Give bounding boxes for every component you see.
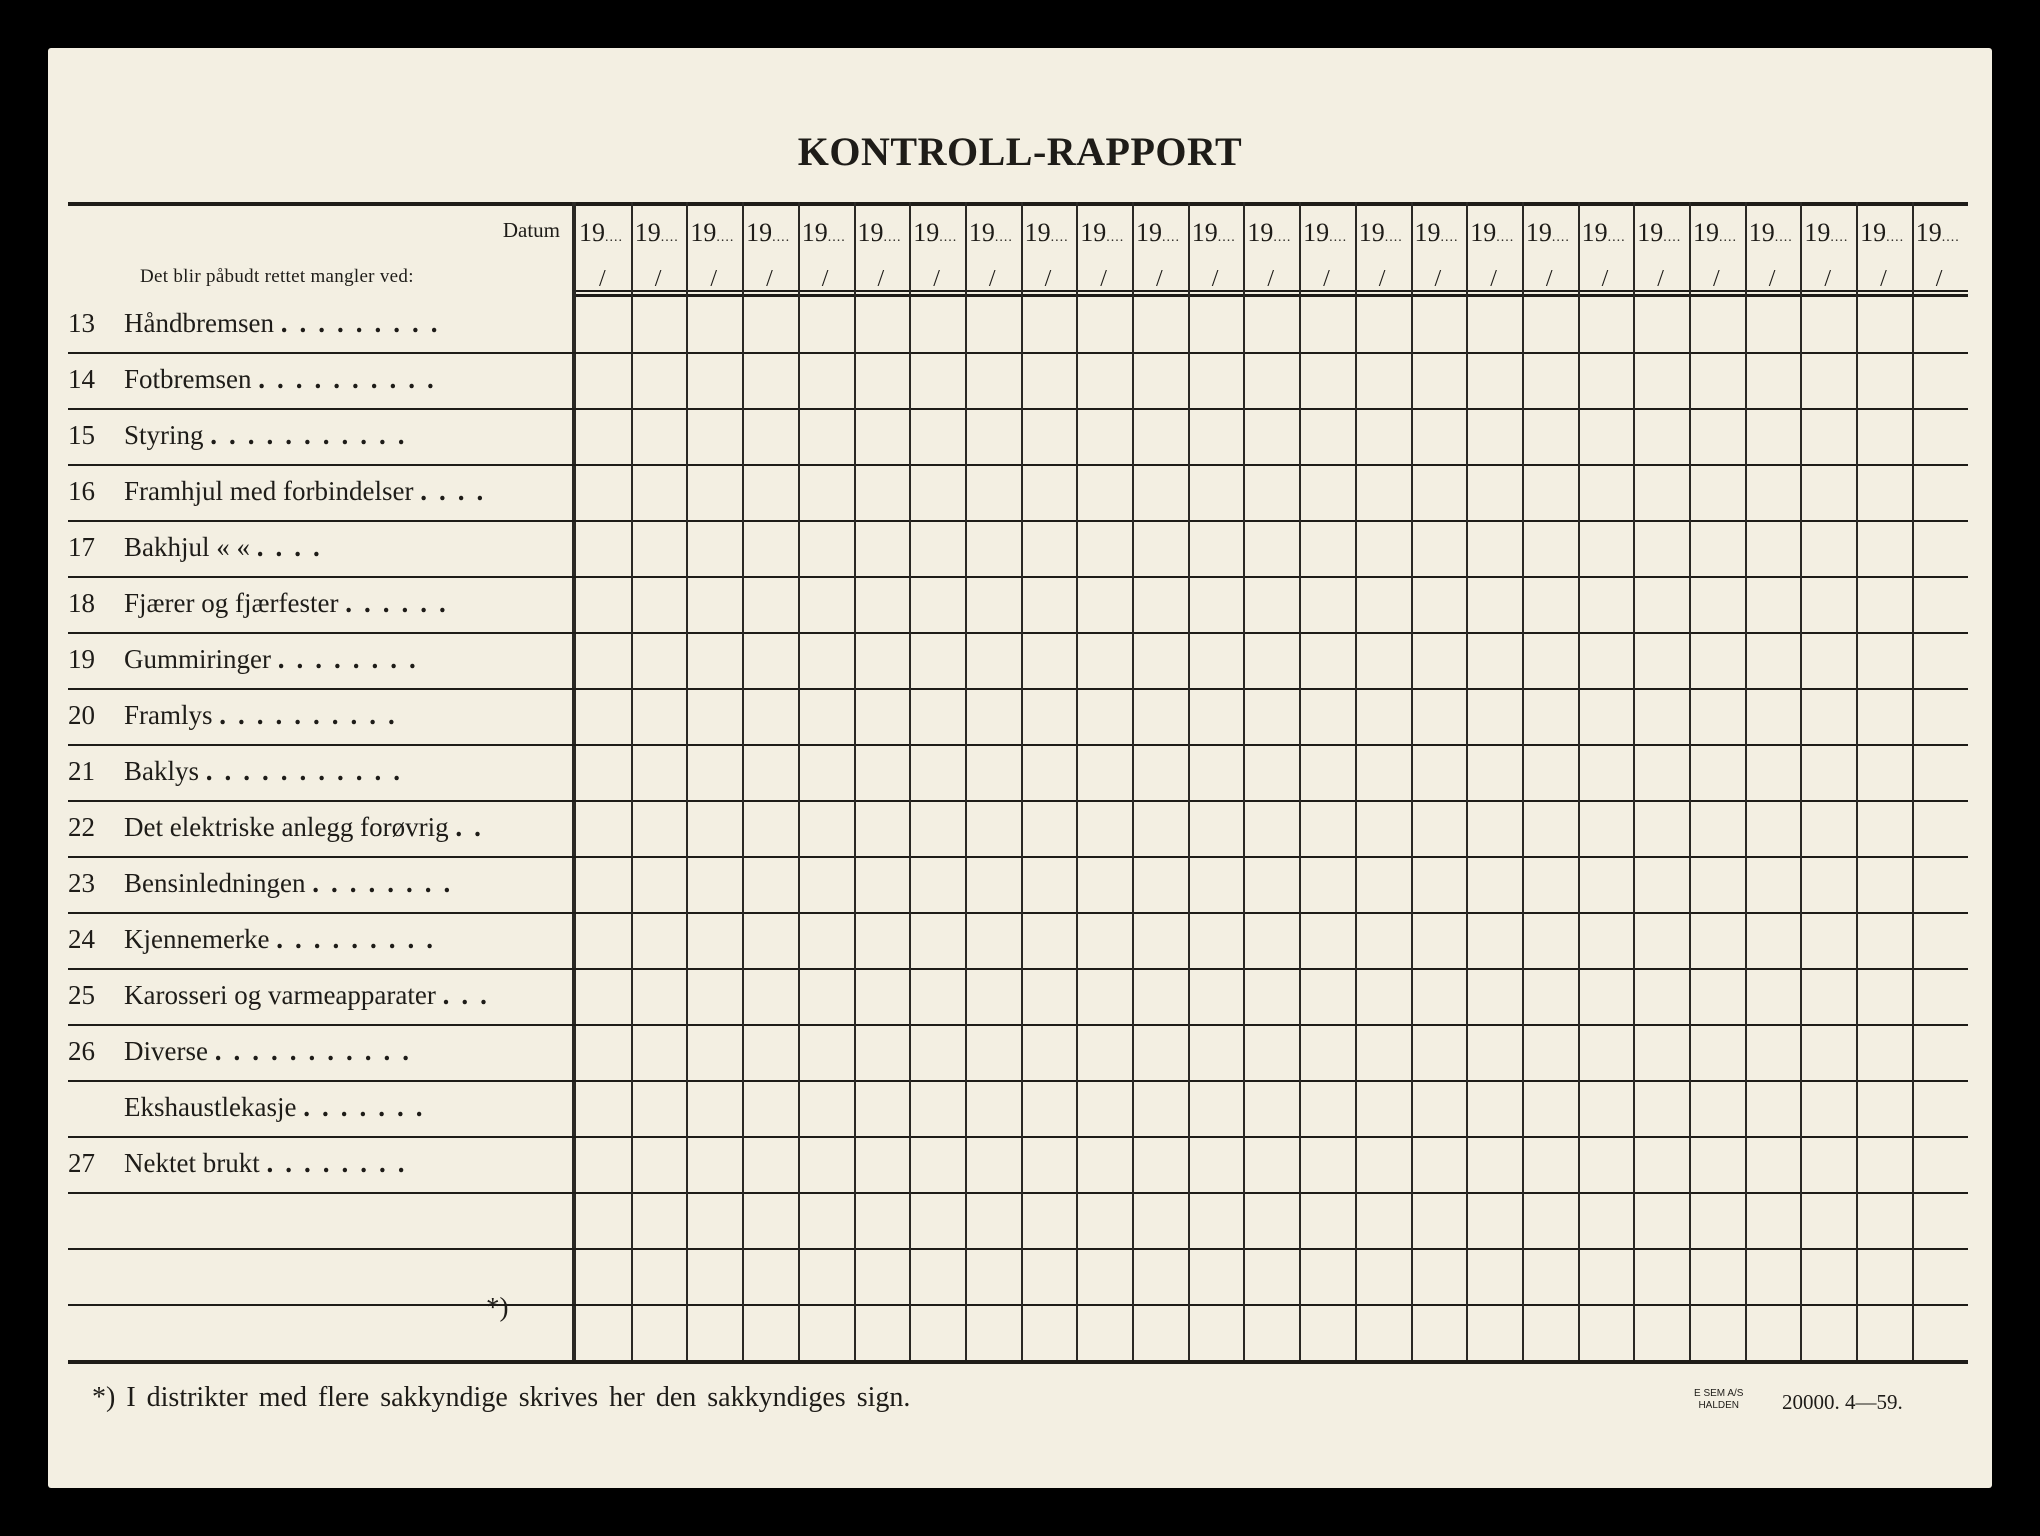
year-prefix: 19 xyxy=(579,218,605,247)
date-day-month-separator: / xyxy=(821,266,829,292)
signature-row-marker: *) xyxy=(486,1292,509,1322)
column-divider xyxy=(1856,202,1858,1360)
row-divider xyxy=(68,856,1968,858)
dot-leader: ........... xyxy=(210,420,417,450)
year-blank: .... xyxy=(1663,230,1682,245)
item-number: 15 xyxy=(68,420,95,450)
date-year-field[interactable] xyxy=(1025,218,1069,248)
column-divider xyxy=(1355,202,1357,1360)
year-blank: .... xyxy=(1551,230,1570,245)
item-label xyxy=(124,364,564,395)
date-day-month-separator: / xyxy=(1044,266,1052,292)
printer-city: HALDEN xyxy=(1698,1400,1740,1411)
year-blank: .... xyxy=(716,230,735,245)
item-number: 25 xyxy=(68,980,95,1010)
year-blank: .... xyxy=(1607,230,1626,245)
printer-imprint xyxy=(1694,1388,1743,1412)
year-prefix: 19 xyxy=(968,218,995,247)
item-name: Ekshaustlekasje xyxy=(124,1092,304,1122)
dot-leader: ......... xyxy=(280,308,450,338)
item-name: Gummiringer xyxy=(124,644,278,674)
year-prefix: 19 xyxy=(634,218,661,247)
item-number: 19 xyxy=(68,644,95,674)
year-blank: .... xyxy=(1217,230,1236,245)
item-name: Framlys xyxy=(124,700,220,730)
date-day-month-separator: / xyxy=(877,266,885,292)
year-prefix: 19 xyxy=(801,218,828,247)
year-prefix: 19 xyxy=(913,218,940,247)
item-label xyxy=(124,1148,564,1179)
requirement-subheading: Det blir påbudt rettet mangler ved: xyxy=(140,266,414,287)
year-prefix: 19 xyxy=(690,218,717,247)
date-year-field[interactable] xyxy=(1192,218,1236,248)
item-label xyxy=(124,756,564,787)
year-blank: .... xyxy=(1273,230,1292,245)
label-column-divider xyxy=(572,202,576,1360)
column-divider xyxy=(909,202,911,1360)
date-year-field[interactable] xyxy=(1582,218,1626,248)
item-name: Bensinledningen xyxy=(124,868,313,898)
printer-name: E SEM A/S xyxy=(1694,1388,1744,1399)
date-year-field[interactable] xyxy=(1916,218,1960,248)
year-prefix: 19 xyxy=(1414,218,1441,247)
item-label xyxy=(124,1092,564,1123)
row-divider xyxy=(68,744,1968,746)
dot-leader: .... xyxy=(420,476,496,506)
item-number: 21 xyxy=(68,756,95,786)
row-divider xyxy=(68,912,1968,914)
date-day-month-separator: / xyxy=(1267,266,1275,292)
year-prefix: 19 xyxy=(1525,218,1552,247)
item-name: Det elektriske anlegg forøvrig xyxy=(124,812,456,842)
year-blank: .... xyxy=(1830,230,1849,245)
year-blank: .... xyxy=(1440,230,1459,245)
item-number: 17 xyxy=(68,532,95,562)
item-number: 20 xyxy=(68,700,95,730)
item-number: 13 xyxy=(68,308,95,338)
year-blank: .... xyxy=(1496,230,1515,245)
date-day-month-separator: / xyxy=(933,266,940,292)
date-year-field[interactable] xyxy=(746,218,790,248)
row-divider xyxy=(68,632,1968,634)
date-day-month-separator: / xyxy=(988,266,996,292)
year-blank: .... xyxy=(605,230,623,245)
year-blank: .... xyxy=(1050,230,1069,245)
date-year-field[interactable] xyxy=(858,218,902,248)
column-divider xyxy=(1299,202,1301,1360)
date-year-field[interactable] xyxy=(1804,218,1848,248)
column-divider xyxy=(1912,202,1914,1360)
row-divider xyxy=(68,1248,1968,1250)
column-divider xyxy=(1800,202,1802,1360)
date-year-field[interactable] xyxy=(802,218,846,248)
date-day-month-separator: / xyxy=(1211,266,1219,292)
dot-leader: ... xyxy=(442,980,499,1010)
date-year-field[interactable] xyxy=(1860,218,1904,248)
year-prefix: 19 xyxy=(1637,218,1664,247)
year-prefix: 19 xyxy=(1024,218,1051,247)
year-prefix: 19 xyxy=(1860,218,1887,247)
year-prefix: 19 xyxy=(1748,218,1775,247)
column-divider xyxy=(1021,202,1023,1360)
row-divider xyxy=(68,800,1968,802)
column-divider xyxy=(1076,202,1078,1360)
year-prefix: 19 xyxy=(857,218,884,247)
column-divider xyxy=(1188,202,1190,1360)
item-label xyxy=(124,924,564,955)
date-day-month-separator: / xyxy=(1768,266,1776,292)
date-day-month-separator: / xyxy=(1601,266,1609,292)
dot-leader: .. xyxy=(455,812,493,842)
date-day-month-separator: / xyxy=(1156,266,1163,292)
year-blank: .... xyxy=(660,230,679,245)
header-rule xyxy=(575,294,1968,297)
column-divider xyxy=(854,202,856,1360)
year-blank: .... xyxy=(1719,230,1737,245)
row-divider xyxy=(68,1080,1968,1082)
date-year-field[interactable] xyxy=(1415,218,1459,248)
year-prefix: 19 xyxy=(1247,218,1274,247)
item-name: Nektet brukt xyxy=(124,1148,267,1178)
year-prefix: 19 xyxy=(1136,218,1162,247)
year-blank: .... xyxy=(1941,230,1960,245)
row-divider xyxy=(68,408,1968,410)
year-blank: .... xyxy=(827,230,846,245)
item-label xyxy=(124,1036,564,1067)
item-label xyxy=(124,532,564,563)
item-number: 16 xyxy=(68,476,95,506)
dot-leader: ........ xyxy=(266,1148,417,1178)
year-blank: .... xyxy=(1774,230,1793,245)
year-blank: .... xyxy=(1106,230,1125,245)
dot-leader: ........... xyxy=(205,756,413,786)
date-day-month-separator: / xyxy=(1935,266,1943,292)
row-divider xyxy=(68,1136,1968,1138)
item-number: 14 xyxy=(68,364,95,394)
date-year-field[interactable] xyxy=(1247,218,1291,248)
year-blank: .... xyxy=(1162,230,1180,245)
year-blank: .... xyxy=(883,230,902,245)
item-number: 22 xyxy=(68,812,95,842)
column-divider xyxy=(1522,202,1524,1360)
row-divider xyxy=(68,1304,1968,1306)
date-day-month-separator: / xyxy=(654,266,662,292)
year-prefix: 19 xyxy=(1581,218,1608,247)
row-divider xyxy=(68,1024,1968,1026)
date-day-month-separator: / xyxy=(1880,266,1887,292)
date-year-field[interactable] xyxy=(1080,218,1124,248)
row-divider xyxy=(68,520,1968,522)
date-day-month-separator: / xyxy=(1490,266,1497,292)
item-number: 18 xyxy=(68,588,95,618)
year-prefix: 19 xyxy=(746,218,773,247)
item-name: Karosseri og varmeapparater xyxy=(124,980,443,1010)
column-divider xyxy=(742,202,744,1360)
year-blank: .... xyxy=(939,230,958,245)
column-divider xyxy=(1243,202,1245,1360)
item-label xyxy=(124,980,564,1011)
year-blank: .... xyxy=(772,230,791,245)
date-year-field[interactable] xyxy=(690,218,734,248)
dot-leader: .... xyxy=(256,532,332,562)
dot-leader: ......... xyxy=(276,924,445,954)
date-year-field[interactable] xyxy=(1637,218,1681,248)
date-year-field[interactable] xyxy=(1359,218,1403,248)
date-day-month-separator: / xyxy=(1657,266,1664,292)
year-prefix: 19 xyxy=(1915,218,1942,247)
column-divider xyxy=(1132,202,1134,1360)
date-year-field[interactable] xyxy=(1470,218,1514,248)
column-divider xyxy=(1578,202,1580,1360)
item-name: Baklys xyxy=(124,756,206,786)
column-divider xyxy=(1633,202,1635,1360)
date-day-month-separator: / xyxy=(1545,266,1553,292)
date-day-month-separator: / xyxy=(1434,266,1442,292)
item-name: Diverse xyxy=(124,1036,215,1066)
date-day-month-separator: / xyxy=(710,266,718,292)
item-number: 24 xyxy=(68,924,95,954)
date-year-field[interactable] xyxy=(579,218,623,248)
column-divider xyxy=(631,202,633,1360)
print-run-code: 20000. 4—59. xyxy=(1782,1390,1903,1414)
date-day-month-separator: / xyxy=(1713,266,1720,292)
column-divider xyxy=(1411,202,1413,1360)
item-label xyxy=(124,644,564,675)
item-number: 23 xyxy=(68,868,95,898)
item-number: 27 xyxy=(68,1148,95,1178)
column-divider xyxy=(1745,202,1747,1360)
footnote-text: *) I distrikter med flere sakkyndige skrives her den sakkyndiges sign. xyxy=(92,1382,911,1413)
top-rule xyxy=(68,202,1968,206)
column-divider xyxy=(965,202,967,1360)
row-divider xyxy=(68,1192,1968,1194)
row-divider xyxy=(68,968,1968,970)
item-label xyxy=(124,700,564,731)
item-name: Framhjul med forbindelser xyxy=(124,476,421,506)
date-day-month-separator: / xyxy=(1323,266,1330,292)
date-day-month-separator: / xyxy=(599,266,606,292)
dot-leader: .......... xyxy=(219,700,407,730)
item-label xyxy=(124,868,564,899)
dot-leader: ...... xyxy=(345,588,458,618)
item-name: Fotbremsen xyxy=(124,364,259,394)
year-blank: .... xyxy=(1329,230,1348,245)
date-year-field[interactable] xyxy=(1749,218,1793,248)
dot-leader: .......... xyxy=(258,364,446,394)
column-divider xyxy=(686,202,688,1360)
date-year-field[interactable] xyxy=(969,218,1013,248)
item-number: 26 xyxy=(68,1036,95,1066)
year-blank: .... xyxy=(994,230,1013,245)
date-day-month-separator: / xyxy=(766,266,773,292)
year-prefix: 19 xyxy=(1470,218,1497,247)
item-label xyxy=(124,308,564,339)
report-title: KONTROLL-RAPPORT xyxy=(797,129,1243,174)
year-prefix: 19 xyxy=(1693,218,1719,247)
column-divider xyxy=(798,202,800,1360)
item-name: Bakhjul « « xyxy=(124,532,257,562)
date-year-field[interactable] xyxy=(1303,218,1347,248)
year-blank: .... xyxy=(1384,230,1403,245)
item-label xyxy=(124,476,564,507)
item-name: Fjærer og fjærfester xyxy=(124,588,346,618)
row-divider xyxy=(68,352,1968,354)
year-prefix: 19 xyxy=(1358,218,1385,247)
date-day-month-separator: / xyxy=(1378,266,1386,292)
dot-leader: ........ xyxy=(277,644,428,674)
report-card xyxy=(48,48,1992,1488)
item-label xyxy=(124,588,564,619)
column-divider xyxy=(1466,202,1468,1360)
year-prefix: 19 xyxy=(1080,218,1107,247)
row-divider xyxy=(68,464,1968,466)
year-prefix: 19 xyxy=(1191,218,1218,247)
year-prefix: 19 xyxy=(1804,218,1831,247)
date-year-field[interactable] xyxy=(1526,218,1570,248)
date-year-field[interactable] xyxy=(913,218,957,248)
date-day-month-separator: / xyxy=(1824,266,1832,292)
date-year-field[interactable] xyxy=(1136,218,1180,248)
datum-label: Datum xyxy=(502,218,560,242)
dot-leader: ....... xyxy=(303,1092,435,1122)
year-prefix: 19 xyxy=(1303,218,1330,247)
year-blank: .... xyxy=(1886,230,1905,245)
item-label xyxy=(124,420,564,451)
dot-leader: ........... xyxy=(214,1036,421,1066)
item-name: Styring xyxy=(124,420,211,450)
date-year-field[interactable] xyxy=(635,218,679,248)
dot-leader: ........ xyxy=(312,868,463,898)
bottom-rule xyxy=(68,1360,1968,1364)
column-divider xyxy=(1689,202,1691,1360)
item-name: Kjennemerke xyxy=(124,924,277,954)
date-year-field[interactable] xyxy=(1693,218,1737,248)
row-divider xyxy=(68,688,1968,690)
item-name: Håndbremsen xyxy=(124,308,281,338)
item-label xyxy=(124,812,564,843)
row-divider xyxy=(68,576,1968,578)
date-day-month-separator: / xyxy=(1100,266,1107,292)
